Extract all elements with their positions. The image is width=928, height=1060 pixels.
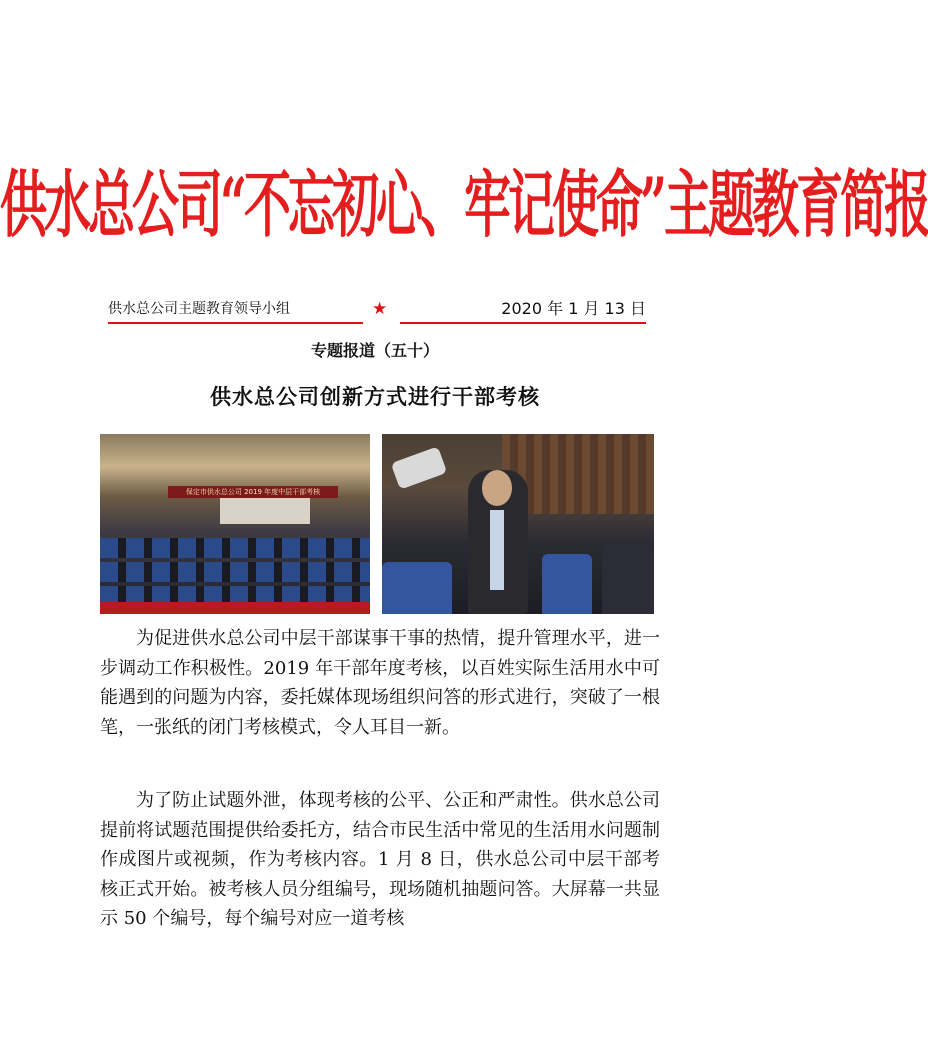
- seat-backs: [100, 602, 370, 614]
- audience-seat: [382, 562, 452, 614]
- hall-banner-text: 保定市供水总公司 2019 年度中层干部考核: [185, 488, 321, 496]
- issue-date: 2020 年 1 月 13 日: [400, 298, 646, 324]
- hall-banner: [168, 486, 338, 498]
- meeting-hall-photo: [100, 434, 370, 614]
- speaker-photo: [382, 434, 654, 614]
- column-subtitle: 专题报道（五十）: [310, 341, 439, 360]
- issuer-name: 供水总公司主题教育领导小组: [108, 298, 363, 324]
- paragraph-2: 为了防止试题外泄，体现考核的公平、公正和严肃性。供水总公司提前将试题范围提供给委托方，结合市民生活中常见的生活用水问题制作成图片或视频，作为考核内容。1 月 8 日，供水总公司中层干部考核正式开始。被考核人员分组编号，现场随机抽题问答。大屏幕一共显示 50 个编号，每个编号对应一道考核: [100, 790, 660, 929]
- stage: [220, 498, 310, 524]
- seat-row: [100, 538, 370, 558]
- article-headline: 供水总公司创新方式进行干部考核: [210, 384, 540, 409]
- speaker-head: [482, 470, 512, 506]
- audience-seat: [542, 554, 592, 614]
- seat-row: [100, 562, 370, 582]
- paragraph-1: 为促进供水总公司中层干部谋事干事的热情，提升管理水平，进一步调动工作积极性。2019 年干部年度考核，以百姓实际生活用水中可能遇到的问题为内容，委托媒体现场组织问答的形式进行，突破了一根笔，一张纸的闭门考核模式，令人耳目一新。: [100, 628, 660, 738]
- star-icon: ★: [372, 299, 388, 319]
- speaker-shirt: [490, 510, 504, 590]
- audience-seat: [602, 544, 654, 614]
- bulletin-title: 供水总公司“不忘初心、牢记使命”主题教育简报: [0, 163, 928, 249]
- masthead: [0, 163, 928, 258]
- spotlight: [391, 446, 448, 489]
